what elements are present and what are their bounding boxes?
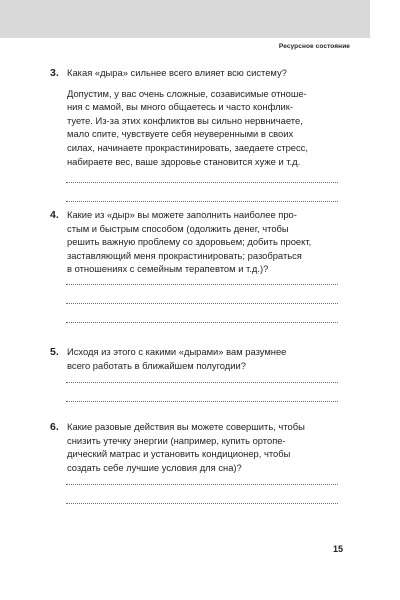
answer-line[interactable] bbox=[66, 322, 338, 323]
question-number: 6. bbox=[50, 421, 59, 433]
question-text bbox=[67, 420, 338, 474]
answer-line[interactable] bbox=[66, 484, 338, 485]
text-line: заставляющий меня прокрастинировать; разобраться bbox=[67, 249, 302, 261]
text-line: дический матрас и установить кондиционер, чтобы bbox=[67, 448, 291, 460]
header-band bbox=[0, 0, 370, 38]
text-line: в отношениях с семейным терапевтом и т.д.)? bbox=[67, 263, 269, 275]
text-line: всего работать в ближайшем полугодии? bbox=[67, 359, 246, 371]
text-line: снизить утечку энергии (например, купить ортопе- bbox=[67, 434, 286, 446]
question-6 bbox=[50, 420, 338, 504]
text-line: решить важную проблему со здоровьем; добить проект, bbox=[67, 236, 312, 248]
answer-line[interactable] bbox=[66, 303, 338, 304]
question-number: 5. bbox=[50, 346, 59, 358]
text-line: создать себе лучшие условия для сна)? bbox=[67, 461, 242, 473]
answer-line[interactable] bbox=[66, 284, 338, 285]
question-4 bbox=[50, 208, 338, 323]
question-text bbox=[67, 208, 338, 276]
answer-line[interactable] bbox=[66, 503, 338, 504]
running-title: Ресурсное состояние bbox=[278, 43, 350, 50]
question-number: 3. bbox=[50, 67, 59, 79]
text-line: ния с мамой, вы много общаетесь и часто конфлик- bbox=[67, 101, 294, 113]
question-number: 4. bbox=[50, 209, 59, 221]
question-3 bbox=[50, 66, 338, 202]
text-line: Допустим, у вас очень сложные, созависимые отноше- bbox=[67, 87, 307, 99]
answer-line[interactable] bbox=[66, 201, 338, 202]
page-number: 15 bbox=[332, 544, 343, 554]
text-line: Какие из «дыр» вы можете заполнить наиболее про- bbox=[67, 209, 297, 220]
text-line: Какая «дыра» сильнее всего влияет всю систему? bbox=[67, 67, 287, 78]
text-line: туете. Из-за этих конфликтов вы сильно нервничаете, bbox=[67, 114, 303, 126]
question-text bbox=[67, 66, 338, 80]
answer-line[interactable] bbox=[66, 401, 338, 402]
answer-line[interactable] bbox=[66, 182, 338, 183]
question-5 bbox=[50, 345, 338, 402]
text-line: мало спите, чувствуете себя неуверенными в своих bbox=[67, 128, 294, 140]
text-line: силах, начинаете прокрастинировать, заедаете стресс, bbox=[67, 141, 308, 153]
text-line: стым и быстрым способом (одолжить денег, чтобы bbox=[67, 222, 289, 234]
example-paragraph bbox=[67, 87, 338, 169]
text-line: Какие разовые действия вы можете совершить, чтобы bbox=[67, 421, 305, 432]
question-text bbox=[67, 345, 338, 372]
text-line: Исходя из этого с какими «дырами» вам разумнее bbox=[67, 346, 287, 357]
answer-line[interactable] bbox=[66, 382, 338, 383]
text-line: набираете вес, ваше здоровье становится хуже и т.д. bbox=[67, 155, 301, 167]
